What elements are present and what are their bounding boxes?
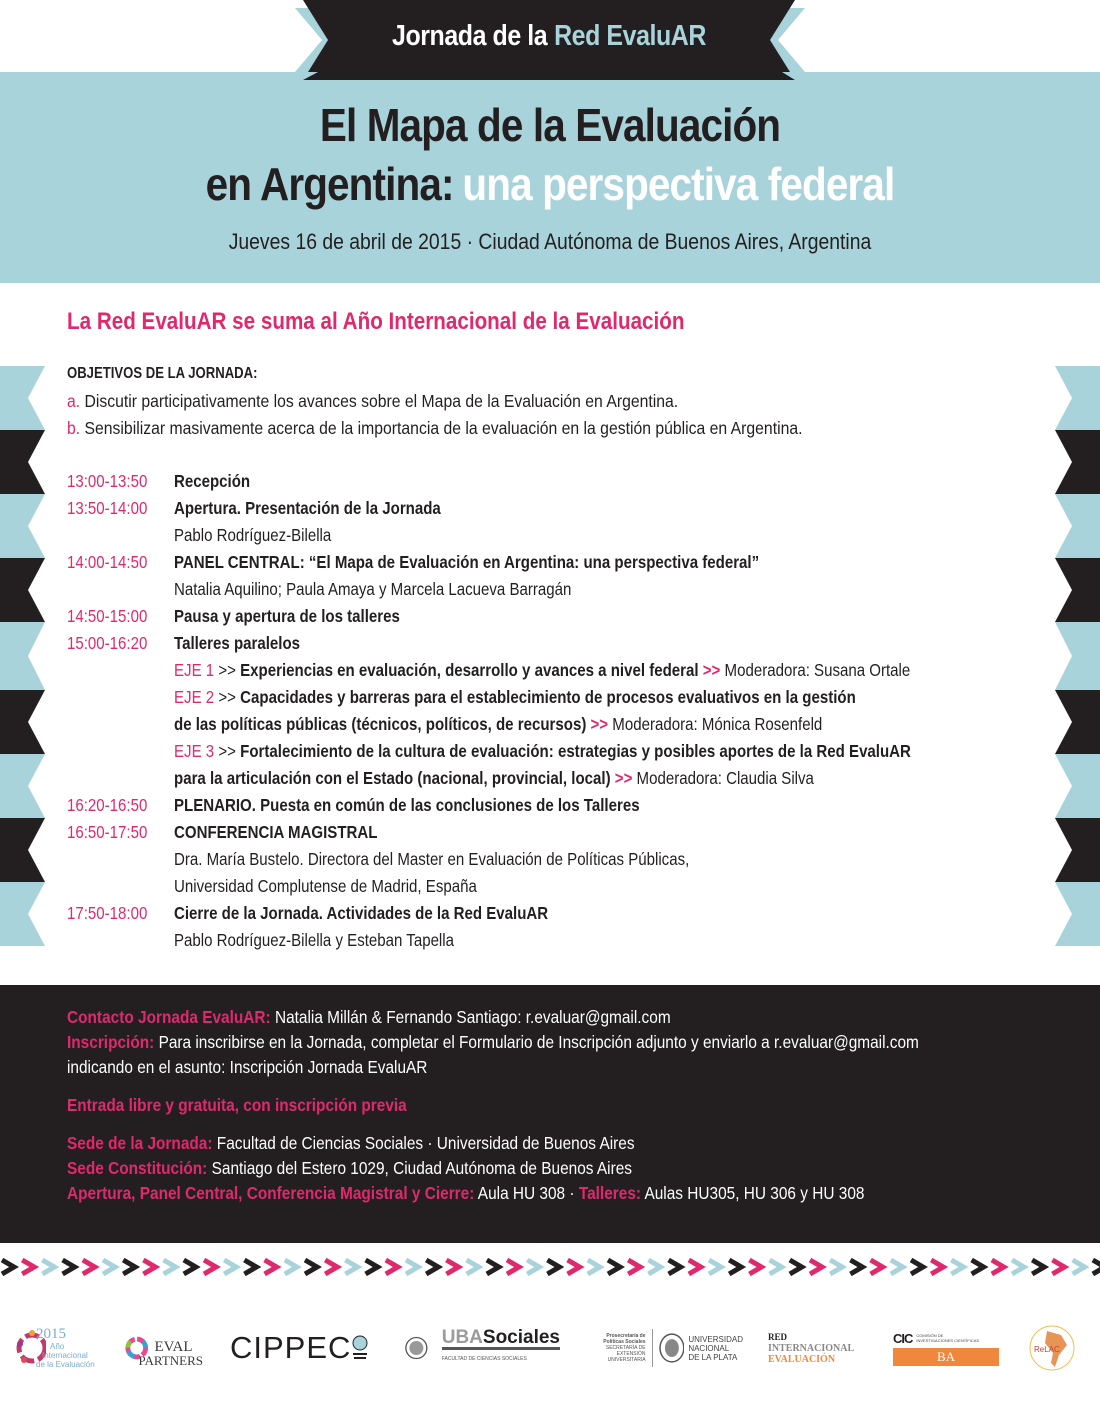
- event-date-location: Jueves 16 de abril de 2015 · Ciudad Autónoma de Buenos Aires, Argentina: [228, 229, 872, 254]
- moderator-separator: >>: [614, 768, 633, 788]
- schedule-speaker: Pablo Rodríguez-Bilella y Esteban Tapella: [174, 930, 454, 950]
- schedule-row: [67, 606, 1027, 633]
- eje-separator: >>: [218, 660, 236, 680]
- schedule-time: 17:50-18:00: [67, 903, 148, 923]
- title-dark-part: en Argentina:: [205, 158, 454, 210]
- schedule-detail: [67, 525, 1027, 552]
- moderator-separator: >>: [702, 660, 721, 680]
- section-title: La Red EvaluAR se suma al Año Internacional de la Evaluación: [67, 308, 685, 335]
- eje-separator: >>: [218, 741, 236, 761]
- logo-relac: [1027, 1318, 1079, 1378]
- workshops-text: Aulas HU305, HU 306 y HU 308: [644, 1183, 865, 1203]
- arrow-strip-decoration: [0, 1253, 1100, 1283]
- eje-moderator: Moderadora: Susana Ortale: [724, 660, 911, 680]
- objective-item: [67, 418, 802, 439]
- objectives-heading: OBJETIVOS DE LA JORNADA:: [67, 365, 258, 382]
- sponsor-logos: [0, 1318, 1100, 1378]
- title-white-part: una perspectiva federal: [462, 158, 895, 210]
- inscription-label: Inscripción:: [67, 1032, 155, 1052]
- banner-accent: Red EvaluAR: [554, 19, 706, 52]
- schedule-detail: [67, 849, 1027, 876]
- venue-label: Sede de la Jornada:: [67, 1133, 213, 1153]
- eje-title-cont: de las políticas públicas (técnicos, políticos, de recursos): [174, 714, 587, 734]
- svg-text:ReLAC: ReLAC: [1034, 1345, 1060, 1354]
- workshops-label: Talleres:: [578, 1183, 642, 1203]
- objective-text: Sensibilizar masivamente acerca de la importancia de la evaluación en la gestión pública en Argentina.: [84, 418, 803, 438]
- schedule-title: Cierre de la Jornada. Actividades de la Red EvaluAR: [174, 903, 549, 923]
- eje-separator: >>: [218, 687, 236, 707]
- latin-america-map-icon: [1027, 1323, 1077, 1373]
- schedule-time: 15:00-16:20: [67, 633, 148, 653]
- schedule-row: [67, 498, 1027, 525]
- banner-prefix: Jornada de la: [392, 19, 548, 52]
- logo-unlp: Prosecretaría de Políticas Sociales SECRETARÍA DE EXTENSIÓN UNIVERSITARIA UNIVERSIDAD NACIONAL DE LA PLATA: [603, 1333, 743, 1363]
- eje-moderator: Moderadora: Mónica Rosenfeld: [612, 714, 823, 734]
- schedule-time: 16:50-17:50: [67, 822, 148, 842]
- logo-evalpartners: EVAL PARTNERS: [123, 1318, 203, 1378]
- schedule-time: 14:00-14:50: [67, 552, 148, 572]
- eje-label: EJE 2: [174, 687, 215, 707]
- contact-label: Contacto Jornada EvaluAR:: [67, 1007, 271, 1027]
- schedule-time: 13:50-14:00: [67, 498, 148, 518]
- eje-label: EJE 1: [174, 660, 215, 680]
- schedule-detail: [67, 579, 1027, 606]
- right-ribbon-tabs: [1053, 366, 1100, 956]
- schedule-title: PANEL CENTRAL: “El Mapa de Evaluación en Argentina: una perspectiva federal”: [174, 552, 760, 572]
- schedule-row: [67, 552, 1027, 579]
- workshop-eje-2-cont: [67, 714, 1027, 741]
- schedule-row: [67, 795, 1027, 822]
- schedule-time: 13:00-13:50: [67, 471, 148, 491]
- eje-title: Fortalecimiento de la cultura de evaluación: estrategias y posibles aportes de la Red EvaluAR: [240, 741, 911, 761]
- schedule-title: Pausa y apertura de los talleres: [174, 606, 400, 626]
- free-entry-line: [67, 1095, 407, 1116]
- schedule-title: Apertura. Presentación de la Jornada: [174, 498, 441, 518]
- objective-item: [67, 391, 678, 412]
- left-ribbon-tabs: [0, 366, 50, 956]
- inscription-text: Para inscribirse en la Jornada, completar el Formulario de Inscripción adjunto y enviarlo a r.evaluar@gmail.com: [158, 1032, 919, 1052]
- event-banner: [337, 0, 760, 72]
- rooms-line: [67, 1183, 864, 1204]
- objective-marker: b.: [67, 418, 81, 438]
- eje-moderator: Moderadora: Claudia Silva: [636, 768, 814, 788]
- rooms-text: Aula HU 308 ·: [477, 1183, 575, 1203]
- objective-marker: a.: [67, 391, 81, 411]
- workshop-eje-1: [67, 660, 1027, 687]
- moderator-separator: >>: [590, 714, 609, 734]
- header-banner-bottom: [0, 72, 1100, 87]
- schedule-time: 14:50-15:00: [67, 606, 148, 626]
- constitution-label: Sede Constitución:: [67, 1158, 208, 1178]
- eje-title: Experiencias en evaluación, desarrollo y avances a nivel federal: [240, 660, 699, 680]
- logo-cic-ba: CIC COMISIÓN DE INVESTIGACIONES CIENTÍFICAS BA: [893, 1318, 999, 1378]
- schedule-speaker: Natalia Aquilino; Paula Amaya y Marcela Lacueva Barragán: [174, 579, 572, 599]
- eje-label: EJE 3: [174, 741, 215, 761]
- schedule-row: [67, 471, 1027, 498]
- logo-red-internacional-evaluacion: RED INTERNACIONAL EVALUACIÓN: [768, 1331, 855, 1365]
- page-title-line2: [66, 157, 1034, 211]
- schedule-speaker: Dra. María Bustelo. Directora del Master en Evaluación de Políticas Públicas,: [174, 849, 690, 869]
- schedule-detail: [67, 930, 1027, 957]
- schedule-row: [67, 633, 1027, 660]
- schedule-title: Talleres paralelos: [174, 633, 301, 653]
- schedule-title: PLENARIO. Puesta en común de las conclusiones de los Talleres: [174, 795, 640, 815]
- schedule-row: [67, 903, 1027, 930]
- eje-title-cont: para la articulación con el Estado (nacional, provincial, local): [174, 768, 611, 788]
- schedule-time: 16:20-16:50: [67, 795, 148, 815]
- objective-text: Discutir participativamente los avances sobre el Mapa de la Evaluación en Argentina.: [84, 391, 679, 411]
- inscription-line: [67, 1032, 919, 1053]
- workshop-eje-3: [67, 741, 1027, 768]
- logo-uba-sociales: UBASociales FACULTAD DE CIENCIAS SOCIALES: [405, 1318, 560, 1378]
- schedule-title: Recepción: [174, 471, 251, 491]
- workshop-eje-3-cont: [67, 768, 1027, 795]
- eje-title: Capacidades y barreras para el establecimiento de procesos evaluativos en la gestión: [240, 687, 856, 707]
- rooms-label: Apertura, Panel Central, Conferencia Magistral y Cierre:: [67, 1183, 475, 1203]
- constitution-line: [67, 1158, 632, 1179]
- constitution-text: Santiago del Estero 1029, Ciudad Autónoma de Buenos Aires: [211, 1158, 632, 1178]
- schedule-speaker: Universidad Complutense de Madrid, España: [174, 876, 477, 896]
- page-title-line1: El Mapa de la Evaluación: [319, 99, 781, 151]
- badge-icon: [351, 1335, 369, 1361]
- logo-cippec: CIPPEC: [230, 1318, 380, 1378]
- schedule-title: CONFERENCIA MAGISTRAL: [174, 822, 378, 842]
- contact-line: [67, 1007, 671, 1028]
- workshop-eje-2: [67, 687, 1027, 714]
- venue-line: [67, 1133, 635, 1154]
- venue-text: Facultad de Ciencias Sociales · Universidad de Buenos Aires: [216, 1133, 635, 1153]
- schedule-row: [67, 822, 1027, 849]
- uba-seal-icon: [405, 1335, 428, 1361]
- inscription-line-cont: [67, 1057, 427, 1078]
- free-entry: Entrada libre y gratuita, con inscripción previa: [67, 1095, 407, 1115]
- inscription-text-cont: indicando en el asunto: Inscripción Jornada EvaluAR: [67, 1057, 428, 1077]
- logo-2015-year-of-evaluation: 2015 Año Internacional de la Evaluación: [16, 1318, 98, 1378]
- schedule-speaker: Pablo Rodríguez-Bilella: [174, 525, 332, 545]
- contact-text: Natalia Millán & Fernando Santiago: r.evaluar@gmail.com: [274, 1007, 671, 1027]
- schedule-detail: [67, 876, 1027, 903]
- unlp-seal-icon: [659, 1333, 685, 1363]
